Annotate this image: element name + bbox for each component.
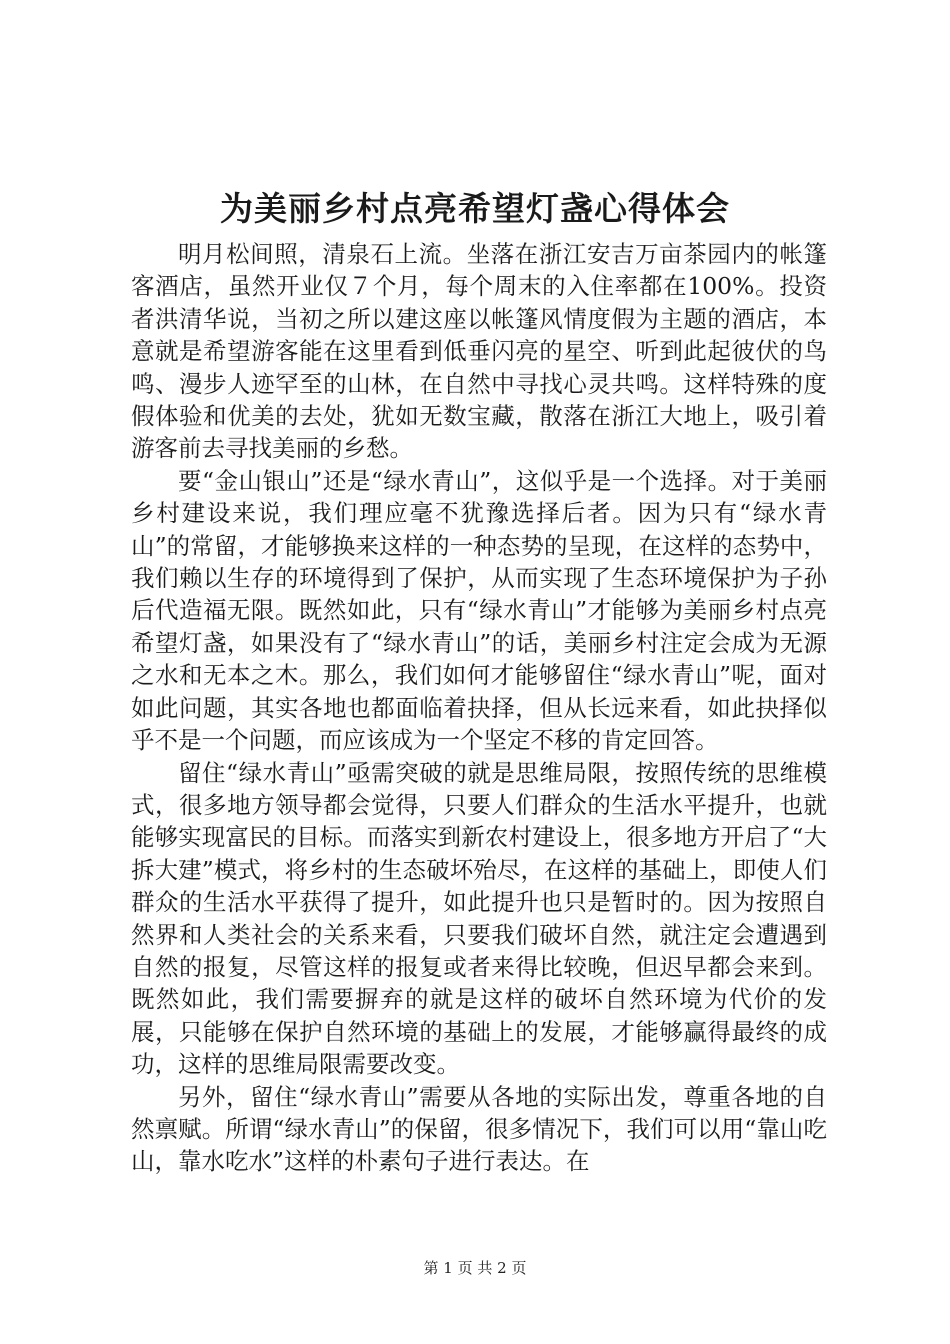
paragraph: 另外，留住“绿水青山”需要从各地的实际出发，尊重各地的自然禀赋。所谓“绿水青山”的保留，很多情况下，我们可以用“靠山吃山，靠水吃水”这样的朴素句子进行表达。在 xyxy=(131,1082,827,1176)
paragraph: 要“金山银山”还是“绿水青山”，这似乎是一个选择。对于美丽乡村建设来说，我们理应毫不犹豫选择后者。因为只有“绿水青山”的常留，才能够换来这样的一种态势的呈现，在这样的态势中，我们赖以生存的环境得到了保护，从而实现了生态环境保护为子孙后代造福无限。既然如此，只有“绿水青山”才能够为美丽乡村点亮希望灯盏，如果没有了“绿水青山”的话，美丽乡村注定会成为无源之水和无本之木。那么，我们如何才能够留住“绿水青山”呢，面对如此问题，其实各地也都面临着抉择，但从长远来看，如此抉择似乎不是一个问题，而应该成为一个坚定不移的肯定回答。 xyxy=(131,466,827,755)
paragraph: 明月松间照，清泉石上流。坐落在浙江安吉万亩茶园内的帐篷客酒店，虽然开业仅７个月，每个周末的入住率都在100%。投资者洪清华说，当初之所以建这座以帐篷风情度假为主题的酒店，本意就是希望游客能在这里看到低垂闪亮的星空、听到此起彼伏的鸟鸣、漫步人迹罕至的山林，在自然中寻找心灵共鸣。这样特殊的度假体验和优美的去处，犹如无数宝藏，散落在浙江大地上，吸引着游客前去寻找美丽的乡愁。 xyxy=(131,240,827,463)
paragraph: 留住“绿水青山”亟需突破的就是思维局限，按照传统的思维模式，很多地方领导都会觉得，只要人们群众的生活水平提升，也就能够实现富民的目标。而落实到新农村建设上，很多地方开启了“大拆大建”模式，将乡村的生态破坏殆尽，在这样的基础上，即使人们群众的生活水平获得了提升，如此提升也只是暂时的。因为按照自然界和人类社会的关系来看，只要我们破坏自然，就注定会遭遇到自然的报复，尽管这样的报复或者来得比较晚，但迟早都会来到。既然如此，我们需要摒弃的就是这样的破坏自然环境为代价的发展，只能够在保护自然环境的基础上的发展，才能够赢得最终的成功，这样的思维局限需要改变。 xyxy=(131,758,827,1079)
document-body xyxy=(131,238,827,1178)
page-footer: 第 1 页 共 2 页 xyxy=(423,1259,527,1277)
document-title: 为美丽乡村点亮希望灯盏心得体会 xyxy=(220,189,730,228)
